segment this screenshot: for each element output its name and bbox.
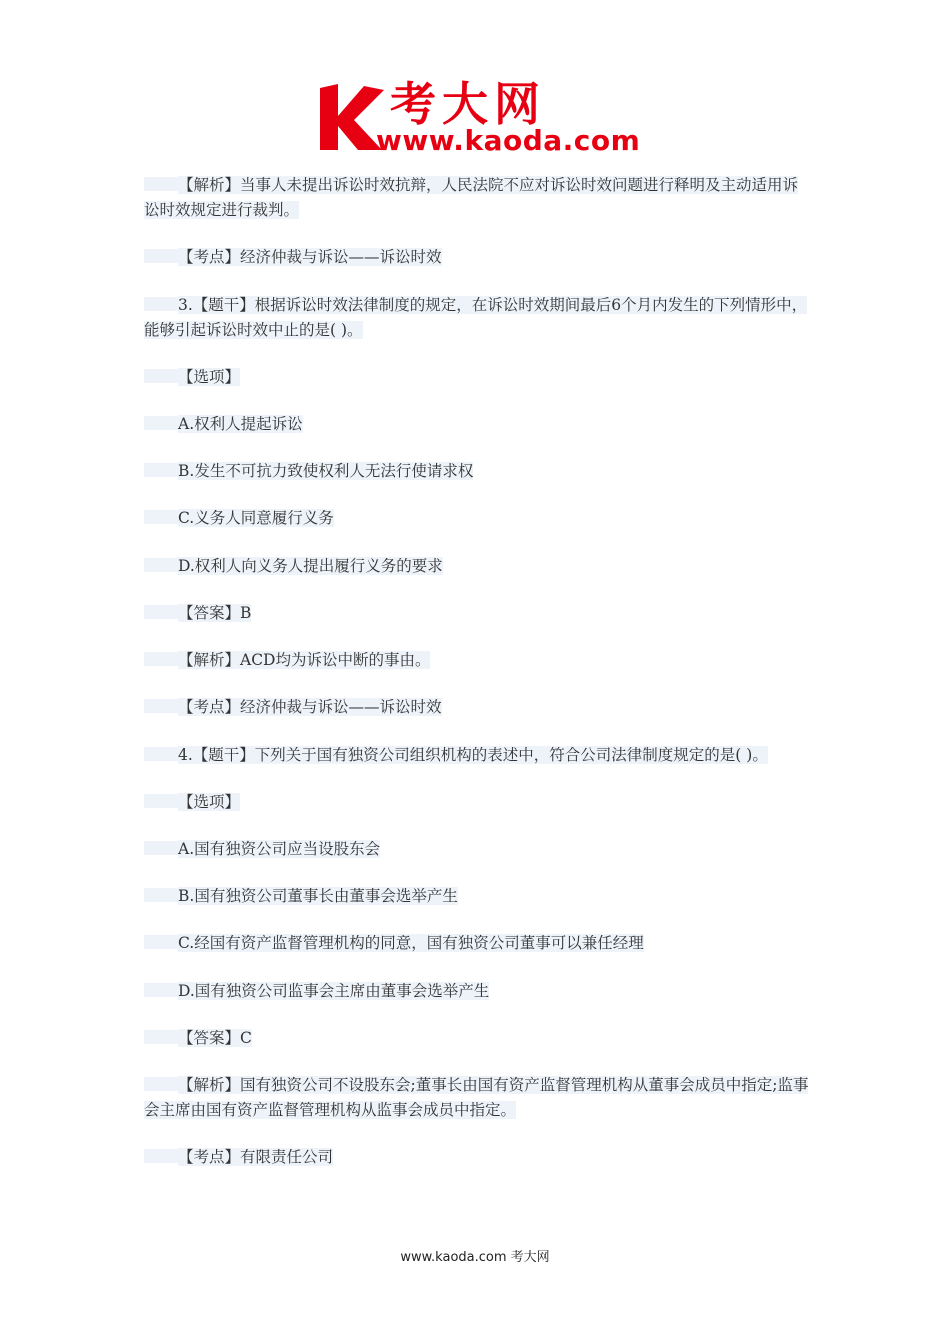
logo-brand-text: 考大网 (390, 77, 546, 131)
paragraph: 3.【题干】根据诉讼时效法律制度的规定，在诉讼时效期间最后6个月内发生的下列情形中，能够引起诉讼时效中止的是( )。 (144, 296, 808, 339)
paragraph: A.国有独资公司应当设股东会 (144, 837, 810, 862)
paragraph: 4.【题干】下列关于国有独资公司组织机构的表述中，符合公司法律制度规定的是( )。 (144, 743, 810, 768)
paragraph: 【答案】C (144, 1026, 810, 1051)
paragraph: 【答案】B (144, 601, 810, 626)
paragraph: A.权利人提起诉讼 (144, 412, 810, 437)
paragraph: D.国有独资公司监事会主席由董事会选举产生 (144, 979, 810, 1004)
paragraph: 【解析】国有独资公司不设股东会;董事长由国有资产监督管理机构从董事会成员中指定;监事会主席由国有资产监督管理机构从监事会成员中指定。 (144, 1076, 809, 1119)
paragraph: 【考点】有限责任公司 (144, 1145, 810, 1170)
paragraph: 【考点】经济仲裁与诉讼——诉讼时效 (144, 245, 810, 270)
page-footer: www.kaoda.com 考大网 (400, 1250, 550, 1265)
paragraph: 【考点】经济仲裁与诉讼——诉讼时效 (144, 695, 810, 720)
paragraph: 【选项】 (144, 790, 810, 815)
paragraph: C.义务人同意履行义务 (144, 506, 810, 531)
logo-url-text: www.kaoda.com (376, 124, 641, 157)
paragraph: B.发生不可抗力致使权利人无法行使请求权 (144, 459, 810, 484)
paragraph: 【解析】当事人未提出诉讼时效抗辩，人民法院不应对诉讼时效问题进行释明及主动适用诉讼时效规定进行裁判。 (144, 176, 799, 219)
paragraph: C.经国有资产监督管理机构的同意，国有独资公司董事可以兼任经理 (144, 931, 810, 956)
kaoda-logo (318, 77, 641, 160)
paragraph: B.国有独资公司董事长由董事会选举产生 (144, 884, 810, 909)
paragraph: D.权利人向义务人提出履行义务的要求 (144, 554, 810, 579)
paragraph: 【选项】 (144, 365, 810, 390)
paragraph: 【解析】ACD均为诉讼中断的事由。 (144, 648, 810, 673)
